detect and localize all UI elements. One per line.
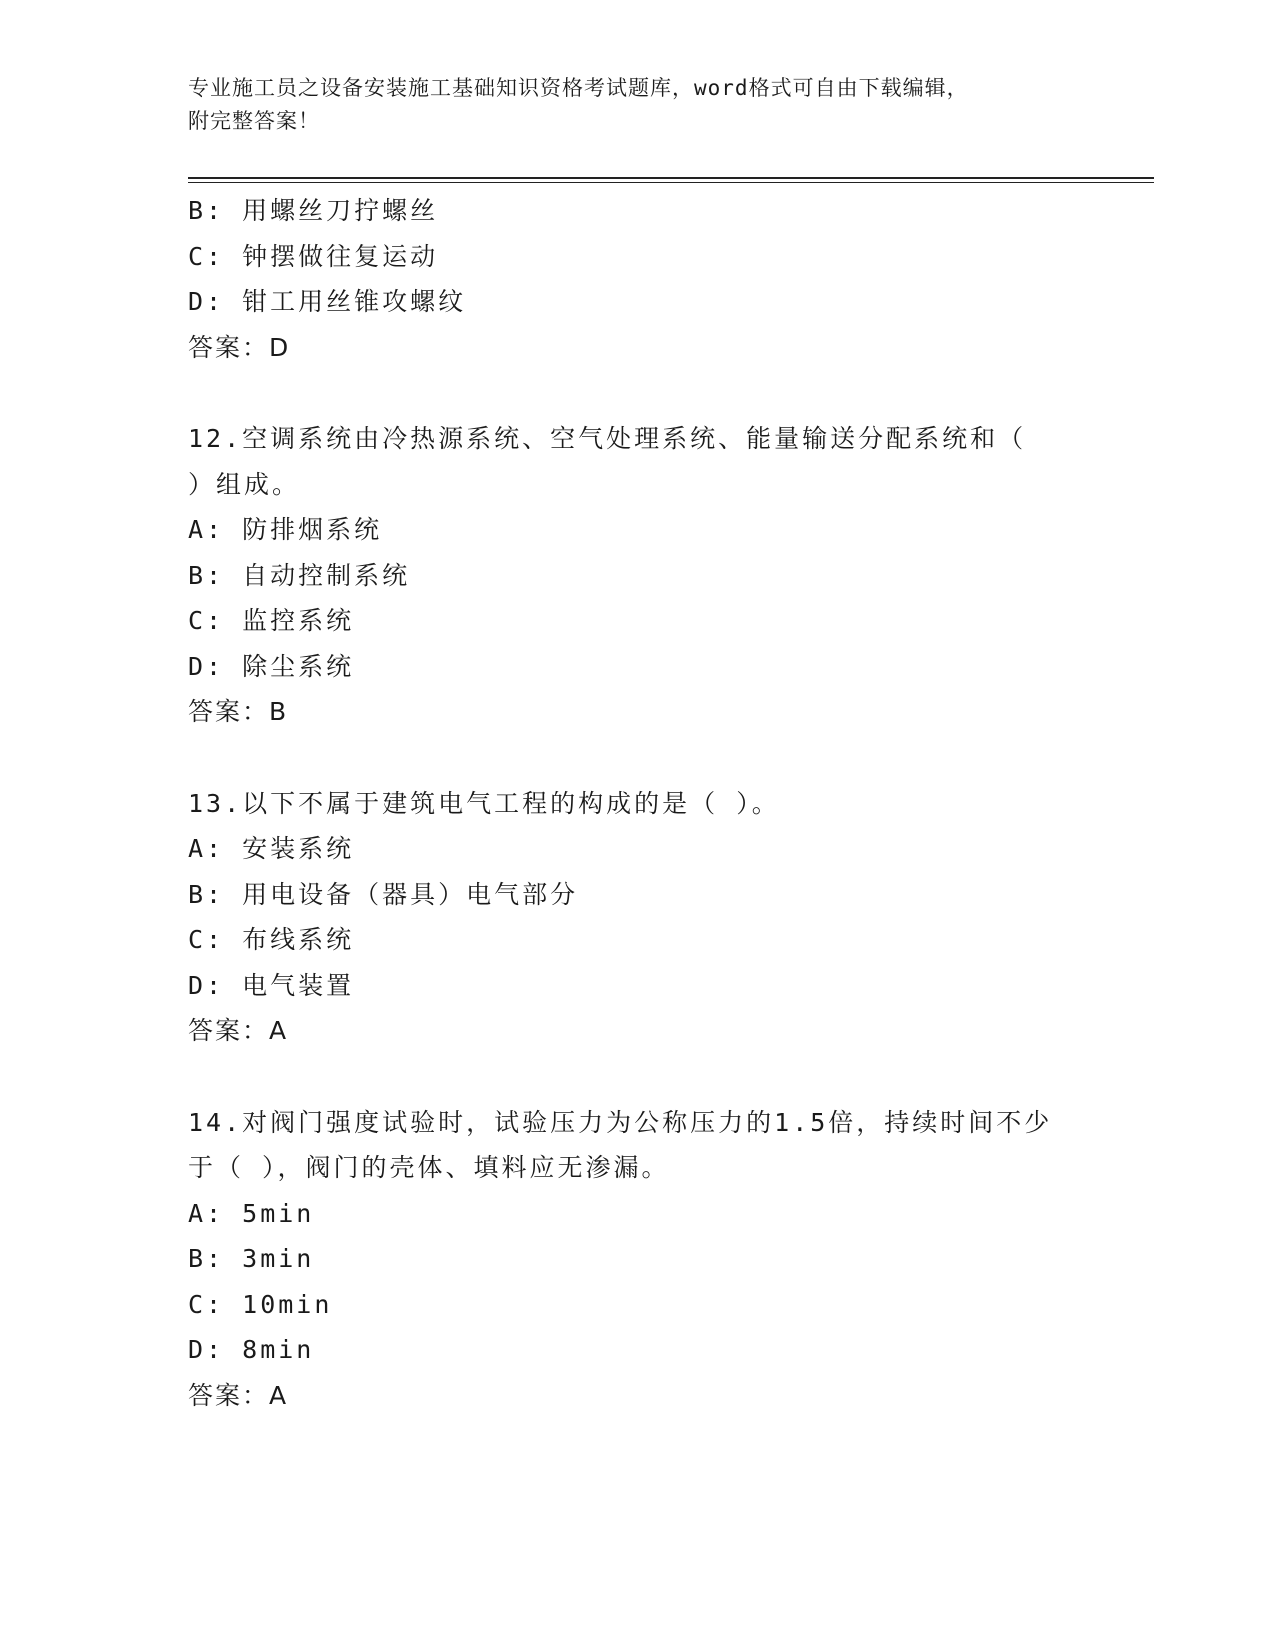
q11-option-d: D: 钳工用丝锥攻螺纹 (188, 287, 467, 316)
question-14 (188, 1100, 1088, 1419)
spacer (188, 1054, 1088, 1100)
header-line-1: 专业施工员之设备安装施工基础知识资格考试题库，word格式可自由下载编辑， (188, 76, 969, 100)
q13-option-a: A: 安装系统 (188, 834, 355, 863)
q14-stem-line-1: 14.对阀门强度试验时，试验压力为公称压力的1.5倍，持续时间不少 (188, 1107, 1053, 1137)
question-list (188, 188, 1088, 1418)
q12-option-c: C: 监控系统 (188, 606, 355, 635)
q11-option-c: C: 钟摆做往复运动 (188, 241, 439, 271)
document-header (188, 72, 1068, 138)
spacer (188, 735, 1088, 781)
q14-option-b: B: 3min (188, 1244, 315, 1273)
q13-option-c: C: 布线系统 (188, 925, 355, 954)
q12-option-b: B: 自动控制系统 (188, 560, 411, 590)
q13-answer: 答案：A (188, 1016, 289, 1045)
header-divider-thick (188, 177, 1154, 179)
q12-stem-line-2: ）组成。 (188, 469, 301, 499)
header-line-2: 附完整答案！ (188, 109, 320, 133)
q11-answer: 答案：D (188, 332, 291, 362)
q12-option-d: D: 除尘系统 (188, 651, 355, 681)
header-divider-thin (188, 182, 1154, 183)
q11-option-b: B: 用螺丝刀拧螺丝 (188, 196, 439, 225)
q13-stem-line-1: 13.以下不属于建筑电气工程的构成的是（ ）。 (188, 788, 780, 818)
question-13 (188, 781, 1088, 1054)
q12-option-a: A: 防排烟系统 (188, 515, 383, 544)
q14-option-c: C: 10min (188, 1289, 333, 1319)
q12-stem-line-1: 12.空调系统由冷热源系统、空气处理系统、能量输送分配系统和（ (188, 424, 1027, 453)
q14-option-a: A: 5min (188, 1198, 315, 1228)
spacer (188, 370, 1088, 416)
q14-option-d: D: 8min (188, 1335, 315, 1364)
q13-option-d: D: 电气装置 (188, 970, 355, 1000)
q14-answer: 答案：A (188, 1380, 289, 1410)
q13-option-b: B: 用电设备（器具）电气部分 (188, 879, 579, 909)
question-11-tail (188, 188, 1088, 370)
question-12 (188, 416, 1088, 735)
q14-stem-line-2: 于（ ），阀门的壳体、填料应无渗漏。 (188, 1153, 670, 1182)
q12-answer: 答案：B (188, 697, 289, 726)
